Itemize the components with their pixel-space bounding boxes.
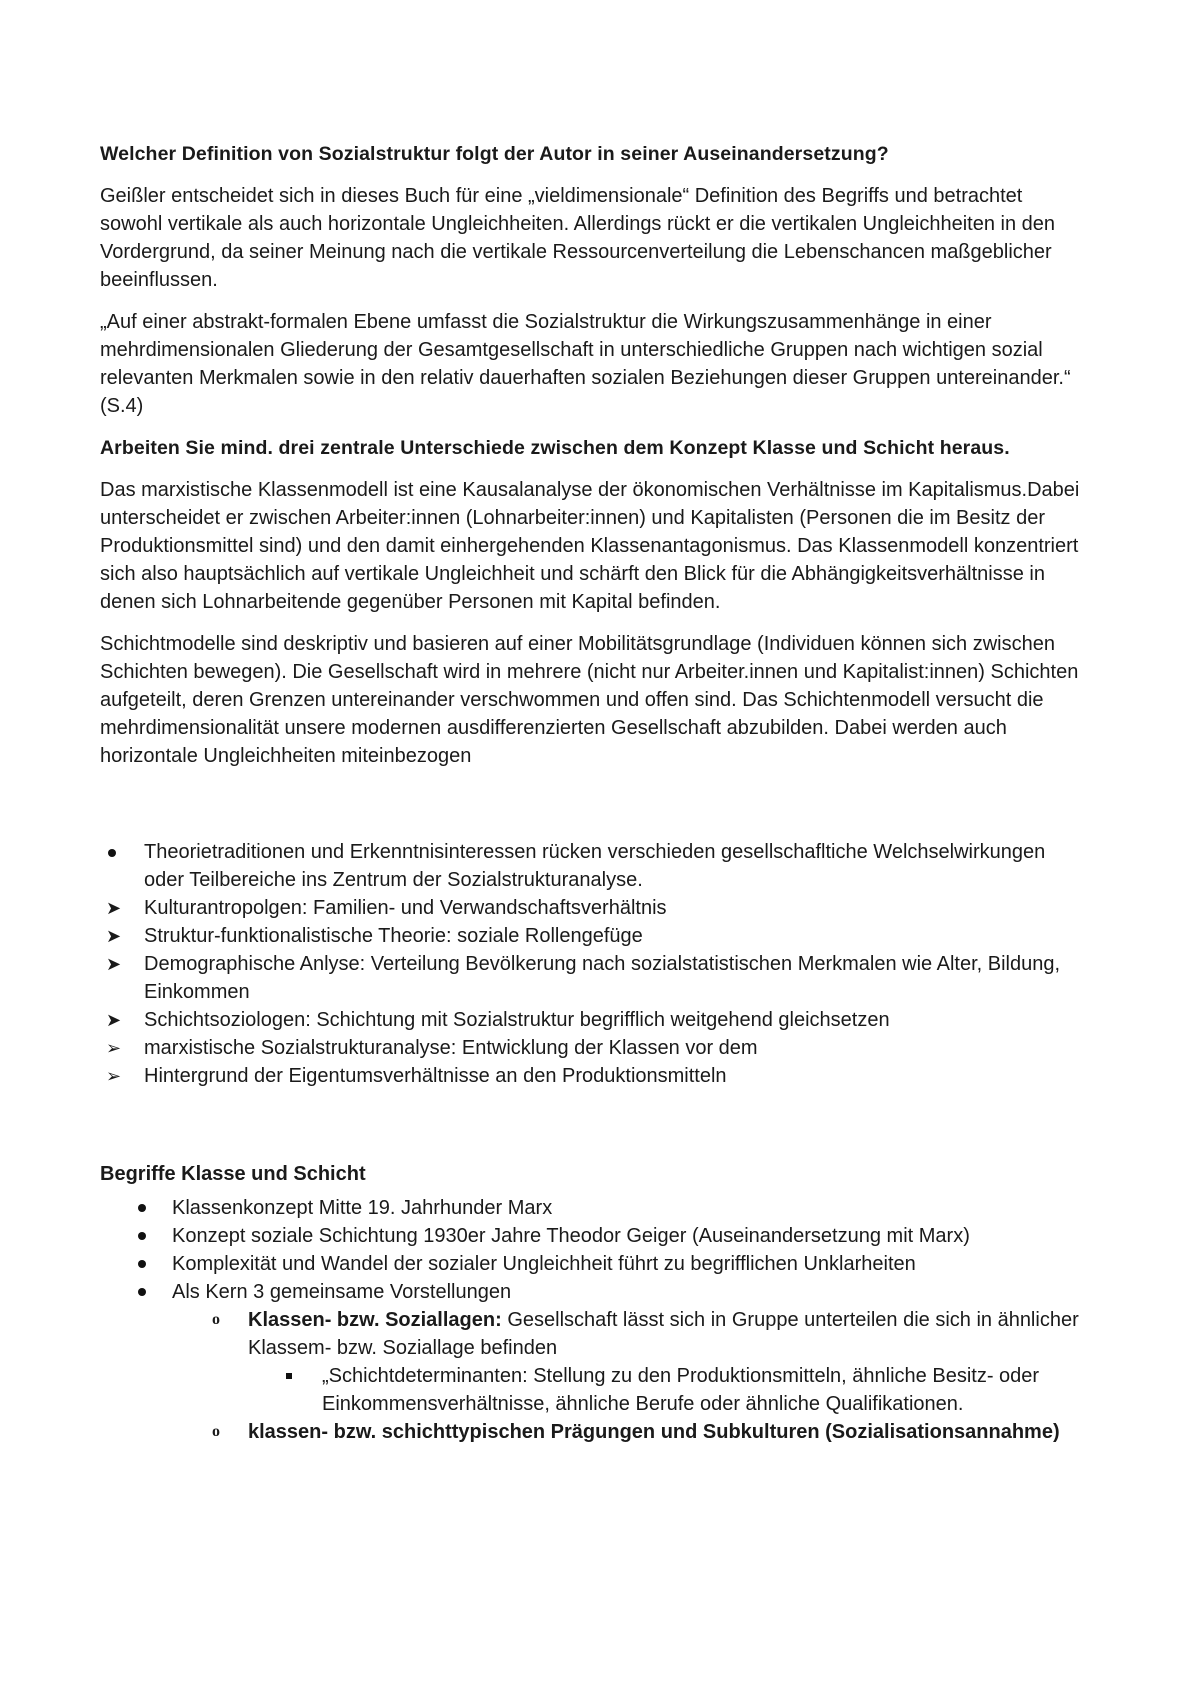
list-item: ➢ marxistische Sozialstrukturanalyse: Entwicklung der Klassen vor dem bbox=[100, 1034, 1080, 1062]
quote-paragraph: „Auf einer abstrakt-formalen Ebene umfasst die Sozialstruktur die Wirkungszusammenhänge in einer mehrdimensionalen Gliederung der Gesamtgesellschaft in unterschiedliche Gruppen nach wichtigen sozial relevanten Merkmalen sowie in den relativ dauerhaften sozialen Beziehungen dieser Gruppen untereinander.“ (S.4) bbox=[100, 311, 1071, 417]
arrow-bullet-icon: ➢ bbox=[106, 1038, 122, 1058]
schichtmodell-paragraph: Schichtmodelle sind deskriptiv und basieren auf einer Mobilitätsgrundlage (Individuen können sich zwischen Schichten bewegen). Die Gesellschaft wird in mehrere (nicht nur Arbeiter.innen und Kapitalist:innen) Schichten aufgeteilt, deren Grenzen untereinander verschwommen und offen sind. Das Schichtenmodell versucht die mehrdimensionalität unsere modernen ausdifferenzierten Gesellschaft abzubilden. Dabei werden auch horizontale Ungleichheiten miteinbezogen bbox=[100, 633, 1079, 767]
document-content bbox=[100, 140, 1080, 1446]
question-klasse-schicht: Arbeiten Sie mind. drei zentrale Unterschiede zwischen dem Konzept Klasse und Schicht heraus. bbox=[100, 437, 1010, 459]
list-item: Komplexität und Wandel der sozialer Ungleichheit führt zu begrifflichen Unklarheiten bbox=[100, 1250, 1080, 1278]
arrow-bullet-icon: ➤ bbox=[106, 954, 122, 974]
bullet-icon bbox=[138, 1232, 146, 1240]
list-item: Konzept soziale Schichtung 1930er Jahre Theodor Geiger (Auseinandersetzung mit Marx) bbox=[100, 1222, 1080, 1250]
list-item: ➤ Schichtsoziologen: Schichtung mit Sozialstruktur begrifflich weitgehend gleichsetzen bbox=[100, 1006, 1080, 1034]
answer-paragraph: Geißler entscheidet sich in dieses Buch für eine „vieldimensionale“ Definition des Begriffs und betrachtet sowohl vertikale als auch horizontale Ungleichheiten. Allerdings rückt er die vertikalen Ungleichheiten in den Vordergrund, da seiner Meinung nach die vertikale Ressourcenverteilung die Lebenschancen maßgeblicher beeinflussen. bbox=[100, 185, 1055, 291]
list-item: Theorietraditionen und Erkenntnisinteressen rücken verschieden gesellschafltiche Welchselwirkungen oder Teilbereiche ins Zentrum der Sozialstrukturanalyse. bbox=[100, 838, 1080, 894]
bullet-icon bbox=[138, 1288, 146, 1296]
spacer bbox=[100, 784, 1080, 838]
arrow-bullet-icon: ➢ bbox=[106, 1066, 122, 1086]
list-item: ➤ Kulturantropolgen: Familien- und Verwandschaftsverhältnis bbox=[100, 894, 1080, 922]
question-sozialstruktur: Welcher Definition von Sozialstruktur folgt der Autor in seiner Auseinandersetzung? bbox=[100, 143, 889, 165]
arrow-bullet-icon: ➤ bbox=[106, 1010, 122, 1030]
circle-bullet-icon: o bbox=[212, 1311, 220, 1328]
arrow-bullet-icon: ➤ bbox=[106, 898, 122, 918]
spacer bbox=[100, 1090, 1080, 1160]
section-heading: Begriffe Klasse und Schicht bbox=[100, 1163, 366, 1185]
sublist-item: o klassen- bzw. schichttypischen Prägungen und Subkulturen (Sozialisationsannahme) bbox=[100, 1418, 1080, 1446]
circle-bullet-icon: o bbox=[212, 1423, 220, 1440]
subsublist-item: „Schichtdeterminanten: Stellung zu den Produktionsmitteln, ähnliche Besitz- oder Einkommensverhältnisse, ähnliche Berufe oder ähnliche Qualifikationen. bbox=[100, 1362, 1080, 1418]
bullet-icon bbox=[138, 1204, 146, 1212]
list-item: ➤ Struktur-funktionalistische Theorie: soziale Rollengefüge bbox=[100, 922, 1080, 950]
list-item: ➢ Hintergrund der Eigentumsverhältnisse an den Produktionsmitteln bbox=[100, 1062, 1080, 1090]
square-bullet-icon bbox=[286, 1373, 292, 1379]
sublist-item: o Klassen- bzw. Soziallagen: Gesellschaft lässt sich in Gruppe unterteilen die sich in ähnlicher Klassem- bzw. Soziallage befinden bbox=[100, 1306, 1080, 1362]
list-item: Als Kern 3 gemeinsame Vorstellungen bbox=[100, 1278, 1080, 1306]
bullet-icon bbox=[108, 849, 116, 857]
bullet-icon bbox=[138, 1260, 146, 1268]
klassenmodell-paragraph: Das marxistische Klassenmodell ist eine Kausalanalyse der ökonomischen Verhältnisse im Kapitalismus.Dabei unterscheidet er zwischen Arbeiter:innen (Lohnarbeiter:innen) und Kapitalisten (Personen die im Besitz der Produktionsmittel sind) und den damit einhergehenden Klassenantagonismus. Das Klassenmodell konzentriert sich also hauptsächlich auf vertikale Ungleichheit und schärft den Blick für die Abhängigkeitsverhältnisse in denen sich Lohnarbeitende gegenüber Personen mit Kapital befinden. bbox=[100, 479, 1080, 613]
list-item: Klassenkonzept Mitte 19. Jahrhunder Marx bbox=[100, 1194, 1080, 1222]
list-item: ➤ Demographische Anlyse: Verteilung Bevölkerung nach sozialstatistischen Merkmalen wie Alter, Bildung, Einkommen bbox=[100, 950, 1080, 1006]
arrow-bullet-icon: ➤ bbox=[106, 926, 122, 946]
theory-list bbox=[100, 838, 1080, 1090]
